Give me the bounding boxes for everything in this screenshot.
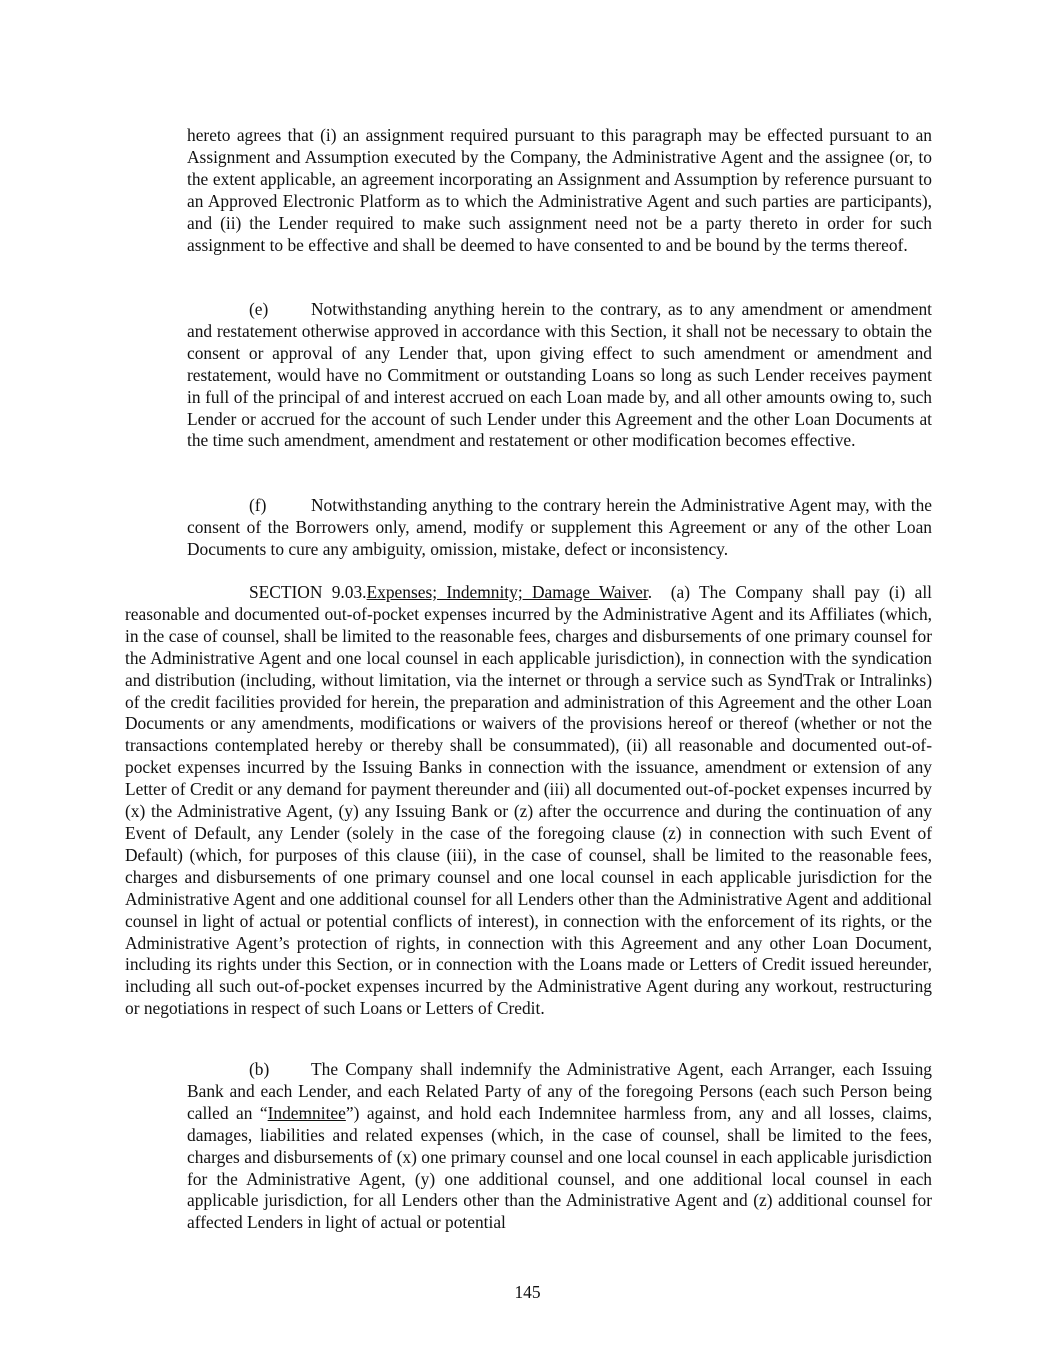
- paragraph-b-label: (b): [249, 1059, 270, 1079]
- paragraph-b-text-after: ”) against, and hold each Indemnitee harmless from, any and all losses, claims, damages, liabilities and related expenses (which, in the case of counsel, shall be limited to the fees, charges and disbursements of (x) one primary counsel and one local counsel in each applicable jurisdiction for the Administrative Agent, (y) one additional counsel, and one additional local counsel in each applicable jurisdiction, for all Lenders other than the Administrative Agent and (z) additional counsel for affected Lenders in light of actual or potential: [187, 1102, 933, 1233]
- section-heading-end: .: [647, 582, 653, 602]
- section-9-03-paragraph: [125, 582, 932, 1020]
- paragraph-e: [187, 299, 932, 452]
- paragraph-b: [187, 1059, 932, 1234]
- section-text: (a) The Company shall pay (i) all reasonable and documented out-of-pocket expenses incurred by the Administrative Agent and its Affiliates (which, in the case of counsel, shall be limited to the reasonable fees, charges and disbursements of one primary counsel for the Administrative Agent and one local counsel in each applicable jurisdiction), in connection with the syndication and distribution (including, without limitation, via the internet or through a service such as SyndTrak or Intralinks) of the credit facilities provided for herein, the preparation and administration of this Agreement and the other Loan Documents or any amendments, modifications or waivers of the provisions hereof or thereof (whether or not the transactions contemplated hereby or thereby shall be consummated), (ii) all reasonable and documented out-of-pocket expenses incurred by the Issuing Banks in connection with the issuance, amendment or extension of any Letter of Credit or any demand for payment thereunder and (iii) all documented out-of-pocket expenses incurred by (x) the Administrative Agent, (y) any Issuing Bank or (z) after the occurrence and during the continuation of any Event of Default, any Lender (solely in the case of the foregoing clause (z) in connection with such Event of Default) (which, for purposes of this clause (iii), in the case of counsel, shall be limited to the reasonable fees, charges and disbursements of one primary counsel and one local counsel in each applicable jurisdiction for the Administrative Agent and one additional counsel for all Lenders other than the Administrative Agent and additional counsel in light of actual or potential conflicts of interest), in connection with the enforcement of its rights, or the Administrative Agent’s protection of rights, in connection with this Agreement and any other Loan Document, including its rights under this Section, or in connection with the Loans made or Letters of Credit issued hereunder, including all such out-of-pocket expenses incurred by the Administrative Agent during any workout, restructuring or negotiations in respect of such Loans or Letters of Credit.: [125, 582, 932, 1019]
- paragraph-f-label: (f): [249, 495, 267, 515]
- paragraph-e-label: (e): [249, 299, 269, 319]
- page-number: 145: [514, 1282, 541, 1302]
- continuation-text: hereto agrees that (i) an assignment required pursuant to this paragraph may be effected pursuant to an Assignment and Assumption executed by the Company, the Administrative Agent and the assignee (or, to the extent applicable, an agreement incorporating an Assignment and Assumption by reference pursuant to an Approved Electronic Platform as to which the Administrative Agent and such parties are participants), and (ii) the Lender required to make such assignment need not be a party thereto in order for such assignment to be effective and shall be deemed to have consented to and be bound by the terms thereof.: [187, 125, 932, 255]
- indemnitee-defined-term: Indemnitee: [267, 1102, 346, 1123]
- paragraph-e-text: Notwithstanding anything herein to the contrary, as to any amendment or amendment and restatement otherwise approved in accordance with this Section, it shall not be necessary to obtain the consent or approval of any Lender that, upon giving effect to such amendment or amendment and restatement, would have no Commitment or outstanding Loans so long as such Lender receives payment in full of the principal of and interest accrued on each Loan made by, and all other amounts owing to, such Lender or accrued for the account of such Lender under this Agreement and the other Loan Documents at the time such amendment, amendment and restatement or other modification becomes effective.: [187, 299, 932, 451]
- paragraph-f: [187, 495, 932, 561]
- paragraph-f-text: Notwithstanding anything to the contrary herein the Administrative Agent may, with the consent of the Borrowers only, amend, modify or supplement this Agreement or any of the other Loan Documents to cure any ambiguity, omission, mistake, defect or inconsistency.: [187, 495, 932, 559]
- paragraph-b-text-before: The Company shall indemnify the Administrative Agent, each Arranger, each Issuing Bank and each Lender, and each Related Party of any of the foregoing Persons (each such Person being called an “: [187, 1059, 932, 1123]
- section-heading: Expenses; Indemnity; Damage Waiver: [366, 582, 648, 602]
- section-number: SECTION 9.03.: [249, 582, 367, 602]
- continuation-paragraph: [187, 125, 932, 256]
